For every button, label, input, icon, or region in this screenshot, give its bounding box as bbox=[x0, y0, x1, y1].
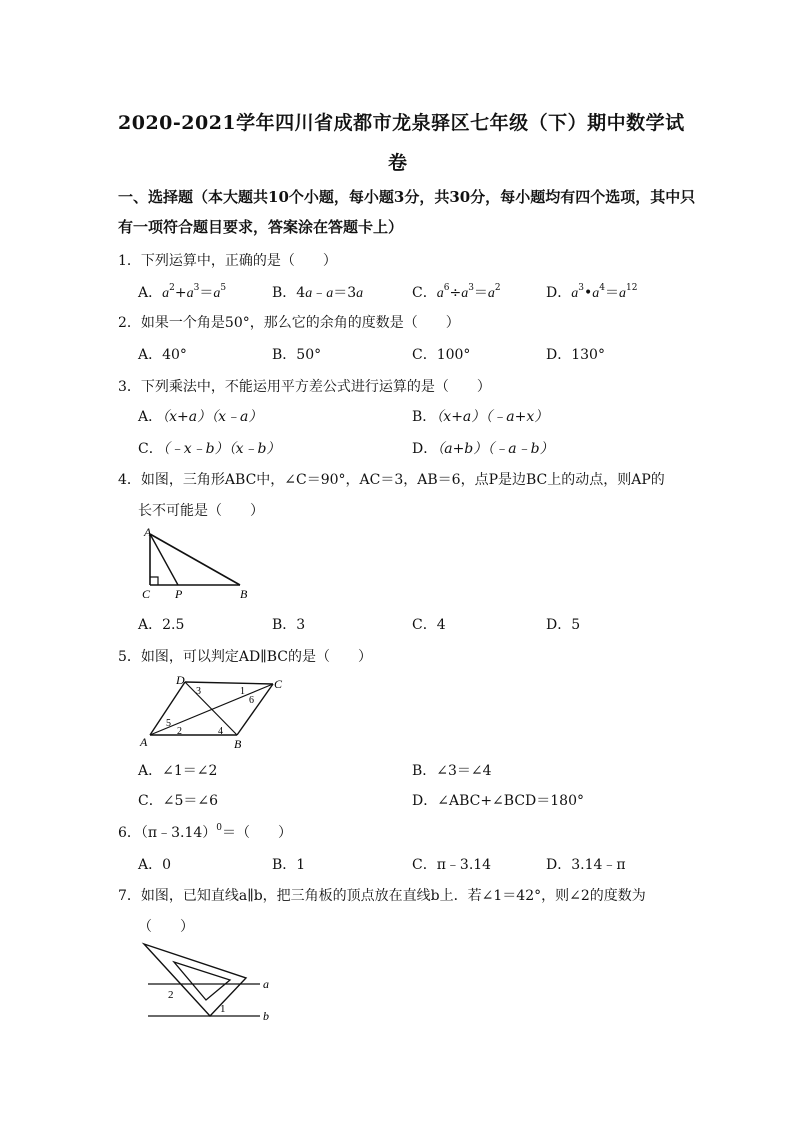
q5-angle-5: 5 bbox=[166, 718, 171, 729]
question-2-stem: 2．如果一个角是50°，那么它的余角的度数是（ ） bbox=[118, 315, 460, 331]
q6-option-d: D．3.14﹣π bbox=[546, 857, 626, 873]
q4-label-b: B bbox=[240, 587, 248, 601]
q5-angle-3: 3 bbox=[196, 686, 201, 697]
q5-option-a: A．∠1＝∠2 bbox=[138, 763, 218, 779]
q5-parallelogram-figure bbox=[136, 672, 292, 752]
q5-label-c: C bbox=[274, 677, 283, 691]
q6-stem-math: 6．（π﹣3.14）$^0$＝（ ） bbox=[118, 823, 293, 841]
q3-option-b bbox=[412, 406, 548, 426]
q3-option-a-letter: A． bbox=[138, 409, 163, 425]
q5-label-b: B bbox=[234, 737, 242, 751]
q3-option-a-expr: （x+a）（x﹣a） bbox=[162, 409, 263, 425]
q3-option-c-letter: C． bbox=[138, 441, 163, 457]
q7-label-b: b bbox=[263, 1009, 269, 1023]
q3-option-d-letter: D． bbox=[412, 441, 438, 457]
q5-option-c: C．∠5＝∠6 bbox=[138, 793, 218, 809]
q5-side-dc bbox=[185, 682, 273, 684]
q3-option-c bbox=[138, 438, 280, 458]
question-6-stem bbox=[118, 822, 292, 842]
q2-option-a: A．40° bbox=[138, 347, 187, 363]
q1-option-c-letter: C． bbox=[412, 285, 437, 301]
q7-angle-1: 1 bbox=[220, 1003, 226, 1015]
q2-option-b: B．50° bbox=[272, 347, 322, 363]
q1-option-b-letter: B． bbox=[272, 285, 297, 301]
q4-option-c: C．4 bbox=[412, 617, 446, 633]
q3-option-a bbox=[138, 406, 262, 426]
q5-label-d: D bbox=[176, 673, 185, 687]
q1-option-a bbox=[138, 282, 226, 302]
q6-option-b: B．1 bbox=[272, 857, 306, 873]
q3-option-b-expr: （x+a）（﹣a+x） bbox=[436, 409, 549, 425]
question-4-stem-line2: 长不可能是（ ） bbox=[138, 503, 264, 519]
q3-option-b-letter: B． bbox=[412, 409, 437, 425]
q5-angle-6: 6 bbox=[249, 695, 254, 706]
q4-triangle-figure bbox=[136, 526, 260, 602]
q6-option-a: A．0 bbox=[138, 857, 172, 873]
q5-angle-4: 4 bbox=[218, 726, 223, 737]
q2-option-c: C．100° bbox=[412, 347, 471, 363]
q5-option-b: B．∠3＝∠4 bbox=[412, 763, 492, 779]
page-title-line1: 2020-2021学年四川省成都市龙泉驿区七年级（下）期中数学试 bbox=[118, 112, 685, 134]
q7-label-a: a bbox=[263, 977, 269, 991]
question-4-stem-line1: 4．如图，三角形ABC中，∠C＝90°，AC＝3，AB＝6，点P是边BC上的动点，则AP的 bbox=[118, 472, 665, 488]
q7-angle-2: 2 bbox=[168, 989, 174, 1001]
q7-triangle-inner bbox=[174, 962, 230, 1000]
q1-option-b bbox=[272, 282, 363, 302]
q4-option-a: A．2.5 bbox=[138, 617, 185, 633]
q4-option-b: B．3 bbox=[272, 617, 306, 633]
section-header-line1: 一、选择题（本大题共10个小题，每小题3分，共30分，每小题均有四个选项，其中只 bbox=[118, 188, 696, 206]
q6-option-c: C．π﹣3.14 bbox=[412, 857, 492, 873]
question-1-stem: 1．下列运算中，正确的是（ ） bbox=[118, 253, 337, 269]
question-5-stem: 5．如图，可以判定AD∥BC的是（ ） bbox=[118, 649, 372, 665]
q2-option-d: D．130° bbox=[546, 347, 605, 363]
q3-option-d-expr: （a+b）（﹣a﹣b） bbox=[437, 441, 554, 457]
q1-option-d-letter: D． bbox=[546, 285, 572, 301]
q7-set-square-figure bbox=[140, 938, 280, 1024]
q3-option-d bbox=[412, 438, 554, 458]
q4-label-a: A bbox=[144, 526, 152, 539]
q4-label-p: P bbox=[175, 587, 183, 601]
q1-option-c-math: $a^6\div a^3=a^2$ bbox=[436, 283, 501, 301]
q4-right-angle-mark bbox=[150, 577, 158, 585]
q1-option-d bbox=[546, 282, 637, 302]
q1-option-c bbox=[412, 282, 501, 302]
question-7-stem-line1: 7．如图，已知直线a∥b，把三角板的顶点放在直线b上．若∠1＝42°，则∠2的度数为 bbox=[118, 888, 646, 904]
q5-label-a: A bbox=[140, 735, 148, 749]
q5-angle-1: 1 bbox=[240, 686, 245, 697]
q5-option-d: D．∠ABC+∠BCD＝180° bbox=[412, 793, 584, 809]
question-3-stem: 3．下列乘法中，不能运用平方差公式进行运算的是（ ） bbox=[118, 379, 491, 395]
q4-option-d: D．5 bbox=[546, 617, 581, 633]
q1-option-b-math: 4a﹣a＝3a bbox=[296, 285, 364, 301]
q5-diagonal-bd bbox=[185, 682, 237, 735]
page-title-line2: 卷 bbox=[388, 152, 408, 174]
q1-option-a-letter: A． bbox=[138, 285, 163, 301]
q1-option-a-math: $a^2+a^3=a^5$ bbox=[162, 283, 227, 301]
section-header-line2: 有一项符合题目要求，答案涂在答题卡上） bbox=[118, 218, 404, 236]
q3-option-c-expr: （﹣x﹣b）（x﹣b） bbox=[162, 441, 281, 457]
q4-label-c: C bbox=[142, 587, 151, 601]
q5-angle-2: 2 bbox=[177, 726, 182, 737]
q1-option-d-math: $a^3•a^4=a^{12}$ bbox=[571, 283, 638, 301]
question-7-stem-line2: （ ） bbox=[138, 919, 194, 935]
